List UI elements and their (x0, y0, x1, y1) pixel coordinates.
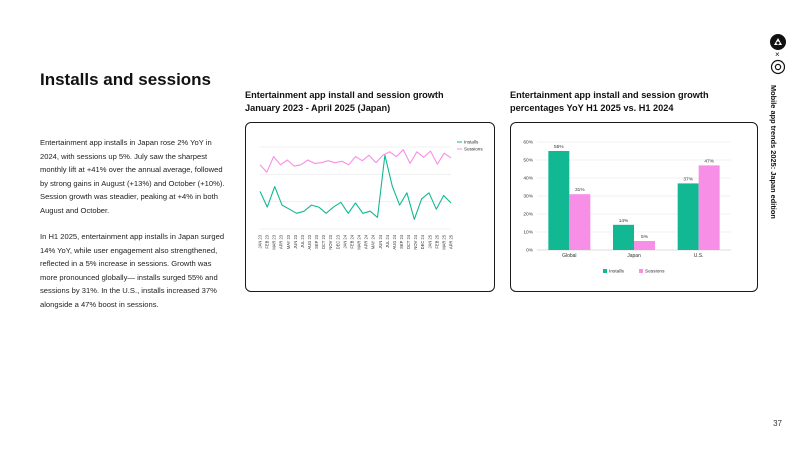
x-tick-label: MAR 23 (271, 235, 277, 250)
legend-label-sessions: Sessions (645, 269, 665, 275)
series-line-installs (260, 155, 451, 219)
body-text (40, 136, 230, 324)
x-tick-label: SEP 24 (399, 235, 404, 249)
x-tick-label: OCT 23 (321, 235, 327, 250)
bar-chart (511, 123, 757, 291)
line-chart-title-line1: Entertainment app install and session growth (245, 90, 444, 100)
x-tick-label: AUG 24 (391, 235, 397, 250)
side-label: Mobile app trends 2025: Japan edition (769, 85, 778, 219)
x-tick-label: APR 25 (448, 235, 454, 250)
x-tick-label: FEB 25 (434, 235, 440, 249)
data-label: 5% (641, 235, 648, 240)
x-tick-label: FEB 23 (264, 235, 270, 249)
body-paragraph-2: In H1 2025, entertainment app installs in Japan surged 14% YoY, while user engagement also strengthened, reflected in a 5% increase in sessions. Growth was more pronounced globally— installs surged 55% and sessions by 31%. In the U.S., installs increased 37% alongside a 47% boost in sessions. (40, 232, 225, 309)
x-tick-label: OCT 24 (406, 235, 412, 250)
data-label: 47% (704, 159, 714, 165)
x-tick-label: JAN 25 (427, 235, 433, 249)
x-tick-label: JAN 23 (257, 235, 263, 249)
bar-chart-title-line1: Entertainment app install and session growth (510, 90, 709, 100)
x-tick-label: DEC 24 (420, 235, 426, 250)
x-tick-label: NOV 24 (413, 235, 419, 250)
legend (457, 140, 483, 152)
y-tick-label: 60% (523, 140, 533, 146)
data-label: 31% (575, 188, 585, 194)
y-tick-label: 0% (526, 248, 533, 254)
legend-label-installs: Installs (464, 139, 479, 145)
x-tick-label: AUG 23 (307, 235, 312, 250)
legend (603, 269, 665, 275)
line-chart (246, 123, 494, 291)
x-tick-label: Global (562, 253, 577, 259)
right-rail (758, 0, 800, 450)
x-tick-label: FEB 24 (349, 235, 355, 249)
x-tick-label: JUL 24 (384, 235, 390, 248)
x-tick-label: MAR 24 (356, 235, 362, 250)
legend-label-installs: Installs (609, 269, 624, 275)
bar-chart-card (510, 122, 758, 292)
x-tick-label: Japan (627, 253, 641, 259)
y-tick-label: 50% (523, 158, 533, 164)
x-tick-label: NOV 23 (328, 235, 334, 250)
bar-chart-title-line2: percentages YoY H1 2025 vs. H1 2024 (510, 103, 674, 113)
x-tick-label: SEP 23 (314, 235, 320, 249)
bar-installs-global (548, 151, 569, 250)
bar-chart-title (510, 89, 709, 115)
x-tick-label: MAR 25 (441, 235, 447, 250)
legend-swatch-sessions (639, 269, 643, 273)
partner-logo-icon (770, 59, 786, 75)
brand-logo-icon (769, 33, 787, 51)
page-number: 37 (773, 419, 782, 428)
x-tick-label: U.S. (693, 253, 704, 259)
legend-label-sessions: Sessions (464, 146, 483, 152)
bar-sessions-global (569, 194, 590, 250)
y-tick-label: 30% (523, 194, 533, 200)
y-tick-label: 40% (523, 176, 533, 182)
line-chart-card (245, 122, 495, 292)
y-tick-label: 10% (523, 230, 533, 236)
data-label: 55% (554, 145, 564, 150)
x-tick-label: MAY 24 (370, 235, 376, 250)
x-tick-label: MAY 23 (285, 235, 291, 250)
x-tick-label: APR 23 (278, 235, 284, 250)
x-tick-label: JUN 24 (377, 235, 383, 249)
x-tick-label: DEC 23 (335, 235, 341, 250)
data-label: 37% (683, 177, 693, 183)
y-tick-label: 20% (523, 212, 533, 218)
x-tick-label: JAN 24 (342, 235, 348, 249)
body-paragraph-1: Entertainment app installs in Japan rose 2% YoY in 2024, with sessions up 5%. July saw the sharpest monthly lift at +41% over the annual average, followed by strong gains in August (+13%) and October (+10%). Session growth was steadier, peaking at +4% in both August and October. (40, 138, 225, 215)
bar-sessions-japan (634, 241, 655, 250)
series-line-sessions (260, 150, 451, 173)
data-label: 14% (618, 218, 629, 224)
x-tick-label: APR 24 (363, 235, 369, 250)
page-title: Installs and sessions (40, 70, 212, 89)
legend-swatch-installs (603, 269, 607, 273)
line-chart-title (245, 89, 444, 115)
bar-installs-us (678, 183, 699, 250)
line-chart-title-line2: January 2023 - April 2025 (Japan) (245, 103, 391, 113)
x-tick-label: JUL 23 (299, 235, 305, 248)
x-mark: × (775, 50, 780, 59)
x-tick-label: JUN 23 (292, 235, 298, 249)
bar-installs-japan (613, 225, 634, 250)
bar-sessions-us (699, 165, 720, 250)
